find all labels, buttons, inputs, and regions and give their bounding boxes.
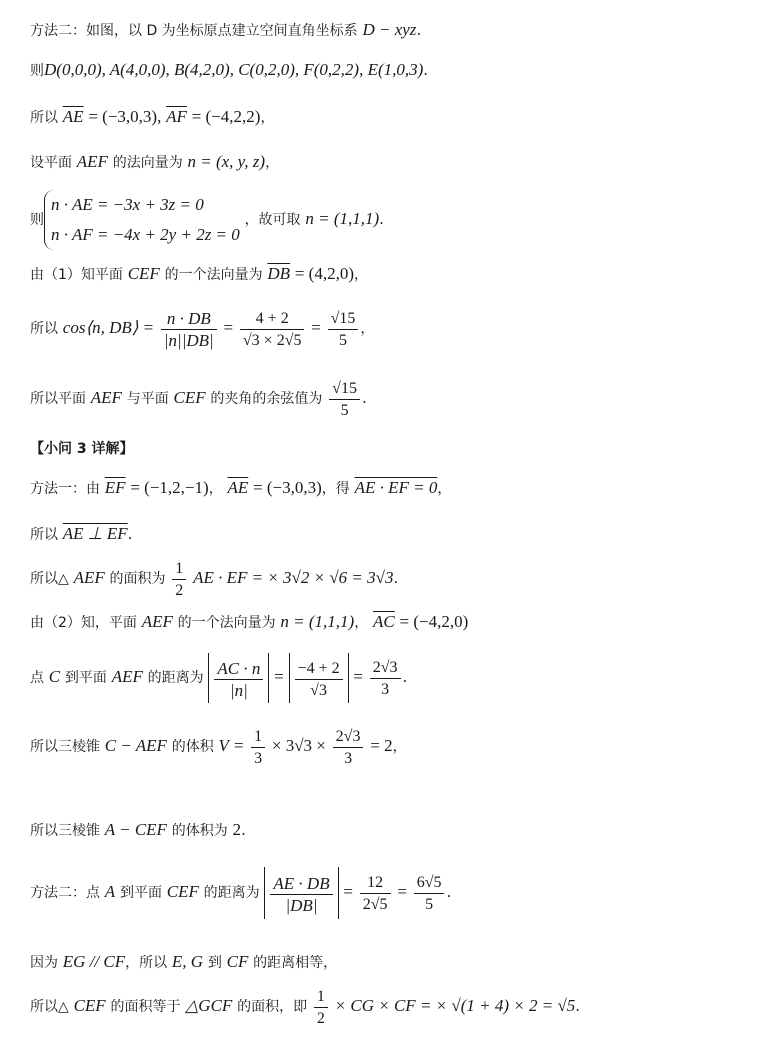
absolute-value [289, 653, 349, 703]
numerator: √15 [329, 379, 360, 400]
equals: = [274, 667, 284, 686]
text: 到平面 [119, 885, 162, 901]
text: ， [354, 267, 368, 283]
absolute-value [208, 653, 269, 703]
triangle-gcf: △GCF [185, 996, 233, 1015]
math: = (−4,2,0) [399, 612, 469, 631]
vector-ef: $\overline{EF}$ [104, 478, 126, 497]
numerator: AE · DB [270, 874, 332, 895]
line-4 [30, 152, 279, 173]
text: 的距离相等， [253, 955, 338, 971]
text: 由（2）知，平面 [30, 615, 137, 631]
numerator: 1 [314, 987, 328, 1008]
absolute-value [264, 867, 338, 919]
text: 方法一：由 [30, 481, 100, 497]
numerator: 2√3 [333, 727, 364, 748]
denominator: √3 [310, 681, 327, 699]
plane-cef: CEF [127, 264, 160, 283]
triangle-cef: CEF [73, 996, 106, 1015]
line-19: 所以△ CEF 的面积等于 △GCF 的面积，即 $\frac{1}{2}$ × CG × CF = × √(1 + 4) × 2 = √5. [30, 987, 581, 1027]
text: 所以 [30, 110, 58, 126]
numerator: n · DB [161, 309, 217, 330]
line-6 [30, 264, 368, 285]
normal-vector: n = (1,1,1) [280, 612, 355, 631]
text: 设平面 [30, 155, 72, 171]
equals: = [223, 318, 234, 337]
fraction [414, 873, 445, 914]
parallel-lines: EG // CF [62, 952, 126, 971]
line-8: 所以平面 AEF 与平面 CEF 的夹角的余弦值为 $\frac{√15}{5}$ . [30, 379, 367, 419]
line-cf: CF [226, 952, 249, 971]
text: ， [354, 615, 369, 631]
line-3 [30, 107, 274, 128]
line-5-system: 则 n · AE = −3x + 3z = 0 n · AF = −4x + 2y + 2z = 0 ，故可取 n = (1,1,1). [30, 190, 384, 250]
volume-value: 2 [232, 820, 241, 839]
fraction [329, 379, 360, 420]
fraction [240, 309, 305, 350]
text: 的面积等于 [110, 999, 181, 1015]
math: × 3√3 × [271, 736, 326, 755]
text: ， [360, 321, 375, 337]
tetrahedron-a-cef: A − CEF [104, 820, 167, 839]
text: 的距离为 [203, 885, 260, 901]
fraction [214, 659, 263, 700]
math: = (−1,2,−1) [130, 478, 209, 497]
denominator: 2√5 [362, 895, 388, 913]
fraction-half [172, 559, 186, 600]
denominator: 3 [381, 680, 390, 698]
plane-aef: AEF [90, 388, 122, 407]
text: 的距离为 [147, 670, 204, 686]
math: = (−4,2,2) [191, 107, 261, 126]
fraction [270, 874, 332, 915]
text: 的体积为 [171, 823, 228, 839]
text: 的体积 [171, 739, 214, 755]
denominator: 5 [340, 401, 349, 419]
line-18 [30, 952, 337, 973]
line-13 [30, 612, 468, 633]
text: ， [260, 110, 275, 126]
text: 的面积，即 [237, 999, 308, 1015]
denominator: √3 × 2√5 [242, 331, 302, 349]
numerator: 1 [251, 727, 265, 748]
volume-label: V = [218, 736, 245, 755]
line-17: 方法二：点 A 到平面 CEF 的距离为 $\frac{AE \cdot DB}{|DB|}$ = $\frac{12}{2√5}$ = $\frac{6√5}{5}$ . [30, 866, 451, 919]
text: 所以 [30, 527, 58, 543]
text: ， [392, 739, 407, 755]
math: D − xyz [362, 20, 417, 39]
fraction [360, 873, 391, 914]
denominator: 2 [175, 581, 184, 599]
plane-aef: AEF [111, 667, 143, 686]
math: = (4,2,0) [294, 264, 354, 283]
area-expression: AE · EF = × 3√2 × √6 = 3√3 [193, 568, 394, 587]
math: = 2 [370, 736, 393, 755]
denominator: |n||DB| [163, 330, 214, 350]
line-12: 所以△ AEF 的面积为 $\frac{1}{2}$ AE · EF = × 3√2 × √6 = 3√3. [30, 559, 399, 599]
text: 点 [30, 670, 44, 686]
text: ，得 [321, 481, 350, 497]
numerator: √15 [328, 309, 359, 330]
numerator: −4 + 2 [295, 659, 343, 680]
section-heading [30, 438, 134, 459]
text: 所以平面 [30, 391, 86, 407]
denominator: 2 [316, 1009, 325, 1027]
denominator: 5 [339, 331, 348, 349]
plane-cef: CEF [166, 882, 199, 901]
equation-system [44, 190, 240, 250]
text: ，所以 [125, 955, 168, 971]
text: 则 [30, 63, 44, 79]
perpendicular: AE ⊥ EF [62, 524, 128, 543]
fraction-half [314, 987, 328, 1028]
denominator: |DB| [285, 895, 318, 915]
equals: = [311, 318, 321, 337]
equals: = [343, 882, 353, 901]
text: 方法二：如图，以 D 为坐标原点建立空间直角坐标系 [30, 23, 358, 39]
dot-product: AE · EF = 0 [354, 478, 438, 497]
text: 所以三棱锥 [30, 823, 100, 839]
text: 与平面 [126, 391, 169, 407]
fraction [295, 659, 343, 700]
fraction [333, 727, 364, 768]
equals: = [353, 667, 363, 686]
numerator: AC · n [214, 659, 263, 680]
fraction-third [251, 727, 265, 768]
numerator: 12 [360, 873, 391, 894]
text: 所以△ [30, 999, 69, 1015]
text: 到平面 [64, 670, 107, 686]
vector-af: $\overline{AF}$ [166, 107, 187, 126]
vector-db: $\overline{DB}$ [267, 264, 291, 283]
equals: = [397, 882, 407, 901]
tetrahedron-c-aef: C − AEF [104, 736, 167, 755]
math-coordinates: D(0,0,0), A(4,0,0), B(4,2,0), C(0,2,0), F(0,2,2), E(1,0,3) [44, 60, 424, 79]
text: 的夹角的余弦值为 [210, 391, 323, 407]
text: 所以三棱锥 [30, 739, 100, 755]
fraction [161, 309, 217, 350]
text: ，故可取 [244, 212, 301, 228]
plane-aef: AEF [141, 612, 173, 631]
heading: 【小问 3 详解】 [30, 441, 134, 457]
vector-ae: $\overline{AE}$ [62, 107, 84, 126]
vector-ae: $\overline{AE}$ [227, 478, 249, 497]
equation-2: n · AF = −4x + 2y + 2z = 0 [51, 225, 240, 244]
line-1: 方法二：如图，以 D 为坐标原点建立空间直角坐标系 D − xyz. [30, 20, 422, 39]
text: 因为 [30, 955, 58, 971]
text: 由（1）知平面 [30, 267, 123, 283]
points-e-g: E, G [171, 952, 204, 971]
denominator: 3 [344, 749, 353, 767]
text: ， [208, 481, 223, 497]
cos-expression: cos⟨n, DB⟩ = [62, 318, 155, 337]
plane-cef: CEF [173, 388, 206, 407]
math: n = (1,1,1) [305, 209, 380, 228]
vector-ac: $\overline{AC}$ [373, 612, 395, 631]
text: 到 [207, 955, 222, 971]
math: = (−3,0,3) [253, 478, 322, 497]
denominator: 5 [425, 895, 434, 913]
line-2: 则D(0,0,0), A(4,0,0), B(4,2,0), C(0,2,0), F(0,2,2), E(1,0,3). [30, 60, 429, 79]
text: ， [437, 481, 452, 497]
text: 所以△ [30, 571, 69, 587]
denominator: 3 [254, 749, 263, 767]
point-a: A [104, 882, 116, 901]
text: 所以 [30, 321, 58, 337]
normal-vector: n = (x, y, z) [187, 152, 266, 171]
line-7 [30, 306, 374, 351]
denominator: |n| [229, 680, 248, 700]
text: 的一个法向量为 [164, 267, 263, 283]
text: 则 [30, 212, 44, 228]
numerator: 4 + 2 [240, 309, 305, 330]
line-10 [30, 478, 451, 499]
text: 的面积为 [109, 571, 166, 587]
line-14: 点 C 到平面 AEF 的距离为 $\frac{AC \cdot n}{|n|}$ = $\frac{-4 + 2}{√3}$ = $\frac{2√3}{3}$ . [30, 652, 407, 703]
text: 的法向量为 [112, 155, 183, 171]
fraction [328, 309, 359, 350]
point-c: C [48, 667, 61, 686]
numerator: 2√3 [370, 658, 401, 679]
line-16: 所以三棱锥 A − CEF 的体积为 2. [30, 820, 246, 839]
area-expression: × CG × CF = × √(1 + 4) × 2 = √5 [334, 996, 576, 1015]
fraction [370, 658, 401, 699]
triangle-aef: AEF [73, 568, 105, 587]
text: ， [265, 155, 280, 171]
text: 方法二：点 [30, 885, 100, 901]
numerator: 1 [172, 559, 186, 580]
plane-aef: AEF [76, 152, 108, 171]
line-15 [30, 724, 407, 769]
numerator: 6√5 [414, 873, 445, 894]
equation-1: n · AE = −3x + 3z = 0 [51, 195, 204, 214]
math: = (−3,0,3), [88, 107, 162, 126]
line-11: 所以 AE ⊥ EF. [30, 524, 133, 543]
text: 的一个法向量为 [177, 615, 276, 631]
